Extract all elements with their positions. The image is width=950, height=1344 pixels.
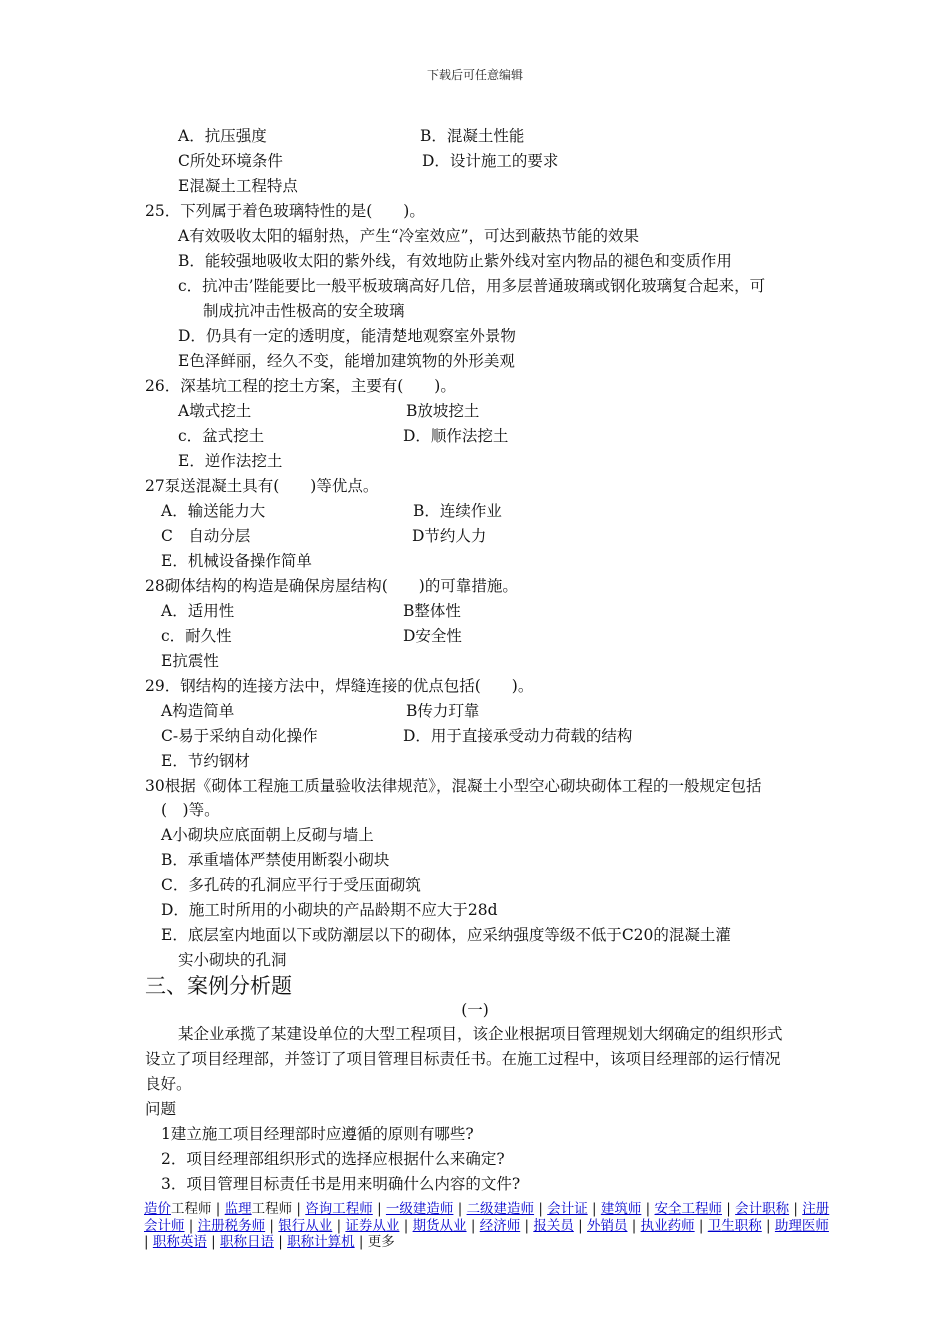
text-line-l18: E．逆作法挖土 [178,452,283,470]
link-yijian[interactable]: 一级建造师 [385,1201,454,1217]
text-line-l37: 30根据《砌体工程施工质量验收法律规范》，混凝土小型空心砌块砌体工程的一般规定包括 [145,777,762,795]
text-line-l08: B．能较强地吸收太阳的紫外线，有效地防止紫外线对室内物品的褪色和变质作用 [178,252,732,270]
footer-links [144,1201,834,1251]
link-yaoshi[interactable]: 执业药师 [640,1217,695,1234]
link-zhichengjisuanji[interactable]: 职称计算机 [287,1234,355,1250]
link-separator: | [292,1201,306,1217]
link-separator: | [641,1201,655,1217]
link-separator: | [211,1201,225,1217]
link-zhichengriyu[interactable]: 职称日语 [219,1234,274,1250]
link-separator: | [587,1201,601,1217]
link-separator: | [206,1234,220,1250]
link-yinhang[interactable]: 银行从业 [278,1217,333,1234]
text-line-l12: E色泽鲜丽，经久不变，能增加建筑物的外形美观 [178,352,515,370]
link-separator: | [399,1217,413,1234]
link-separator: | [273,1234,288,1250]
text-line-l34: C-易于采纳自动化操作 [161,727,318,745]
text-line-l33: B传力玎靠 [406,702,480,720]
text-line-l47: 设立了项目经理部，并签订了项目管理目标责任书。在施工过程中，该项目经理部的运行情况 [145,1050,781,1068]
link-zhengquan[interactable]: 证券从业 [345,1217,400,1234]
text-line-l25: 28砌体结构的构造是确保房屋结构( )的可靠措施。 [145,577,518,595]
text-line-l35: D．用于直接承受动力荷载的结构 [403,727,633,745]
text-line-l09: c．抗冲击’陛能要比一般平板玻璃高好几倍，用多层普通玻璃或钢化玻璃复合起来，可 [178,277,766,295]
text-line-l17: D．顺作法挖土 [403,427,509,445]
link-separator: | [144,1234,153,1250]
link-jianzhushi[interactable]: 建筑师 [600,1201,642,1217]
text-line-l14: A墩式挖土 [178,402,252,420]
text-line-l27: B整体性 [403,602,461,620]
link-waixiaoyuan[interactable]: 外销员 [586,1217,628,1234]
link-jingjishi[interactable]: 经济师 [479,1217,521,1234]
text-line-l43: E．底层室内地面以下或防潮层以下的砌体，应采纳强度等级不低于C20的混凝土灌 [161,926,731,944]
footer-text-engineer: 工程师 [171,1201,212,1217]
page-header: 下载后可任意编辑 [426,68,523,82]
text-line-l32: A构造简单 [161,702,235,720]
link-separator: | [520,1217,534,1234]
text-line-l29: D安全性 [403,627,462,645]
text-line-l05: E混凝土工程特点 [178,177,298,195]
link-zhuliyishi[interactable]: 助理医师 [774,1217,829,1234]
text-line-l10: 制成抗冲击性极高的安全玻璃 [203,302,405,320]
link-jianli[interactable]: 监理 [224,1201,252,1217]
link-baoguanyuan[interactable]: 报关员 [533,1217,574,1234]
link-kuaijizheng[interactable]: 会计证 [547,1201,588,1217]
link-separator: | [354,1234,368,1250]
link-separator: | [721,1201,736,1217]
link-zhucekuaiji[interactable]: 注册会计师 [144,1201,830,1234]
link-separator: | [466,1217,480,1234]
text-line-l04: D．设计施工的要求 [422,152,559,170]
text-line-l46: 某企业承揽了某建设单位的大型工程项目，该企业根据项目管理规划大纲确定的组织形式 [178,1025,783,1043]
text-line-l39: A小砌块应底面朝上反砌与墙上 [161,826,374,844]
case-label: (一) [461,1001,489,1019]
link-separator: | [789,1201,803,1217]
link-separator: | [573,1217,587,1234]
text-line-l28: c．耐久性 [161,627,232,645]
link-separator: | [534,1201,548,1217]
text-line-l42: D．施工时所用的小砌块的产品龄期不应大于28d [161,901,498,919]
text-line-l24: E．机械设备操作简单 [161,552,312,570]
link-separator: | [627,1217,641,1234]
text-line-l06: 25．下列属于着色玻璃特性的是( )。 [145,202,425,220]
text-line-l44: 实小砌块的孔洞 [178,951,287,969]
text-line-l52: 3．项目管理目标责任书是用来明确什么内容的文件? [161,1175,521,1193]
text-line-l36: E．节约钢材 [161,752,250,770]
text-line-l11: D．仍具有一定的透明度，能清楚地观察室外景物 [178,327,516,345]
footer-text-engineer-2: 工程师 [251,1201,293,1217]
text-line-l02: B．混凝土性能 [420,127,525,145]
text-line-l26: A．适用性 [161,602,235,620]
link-separator: | [332,1217,346,1234]
text-line-l19: 27泵送混凝土具有( )等优点。 [145,477,379,495]
link-qihuo[interactable]: 期货从业 [412,1217,467,1234]
link-zaojia[interactable]: 造价 [144,1201,171,1217]
text-line-l49: 问题 [145,1100,177,1118]
text-line-l21: B．连续作业 [413,502,502,520]
text-line-l03: C所处环境条件 [178,152,283,170]
text-line-l01: A．抗压强度 [178,127,267,145]
text-line-l38: ( )等。 [161,801,220,819]
link-erjian[interactable]: 二级建造师 [466,1201,535,1217]
text-line-l48: 良好。 [145,1075,192,1093]
link-kuaijizhicheng[interactable]: 会计职称 [735,1201,790,1217]
text-line-l15: B放坡挖土 [406,402,480,420]
link-separator: | [761,1217,775,1234]
footer-more: 更多 [367,1234,395,1250]
link-anquan[interactable]: 安全工程师 [654,1201,722,1217]
text-line-l31: 29．钢结构的连接方法中，焊缝连接的优点包括( )。 [145,677,534,695]
link-separator: | [372,1201,386,1217]
text-line-l40: B．承重墙体严禁使用断裂小砌块 [161,851,390,869]
text-line-l13: 26．深基坑工程的挖土方案，主要有( )。 [145,377,456,395]
text-line-l22: C 自动分层 [161,527,251,545]
text-line-l30: E抗震性 [161,652,219,670]
link-zixun[interactable]: 咨询工程师 [305,1201,373,1217]
link-shuiwushi[interactable]: 注册税务师 [197,1217,266,1234]
link-zhichengyingyu[interactable]: 职称英语 [152,1234,207,1250]
link-separator: | [265,1217,279,1234]
text-line-l07: A有效吸收太阳的辐射热，产生“冷室效应”，可达到蔽热节能的效果 [178,227,640,245]
text-line-l41: C．多孔砖的孔洞应平行于受压面砌筑 [161,876,421,894]
text-line-l23: D节约人力 [412,527,487,545]
link-separator: | [453,1201,467,1217]
text-line-l50: 1建立施工项目经理部时应遵循的原则有哪些? [161,1125,474,1143]
text-line-l20: A．输送能力大 [161,502,266,520]
link-weisheng[interactable]: 卫生职称 [707,1217,762,1234]
link-separator: | [694,1217,708,1234]
text-line-l51: 2．项目经理部组织形式的选择应根据什么来确定? [161,1150,505,1168]
text-line-l16: c．盆式挖土 [178,427,265,445]
link-separator: | [184,1217,198,1234]
section-title: 三、案例分析题 [145,974,292,998]
